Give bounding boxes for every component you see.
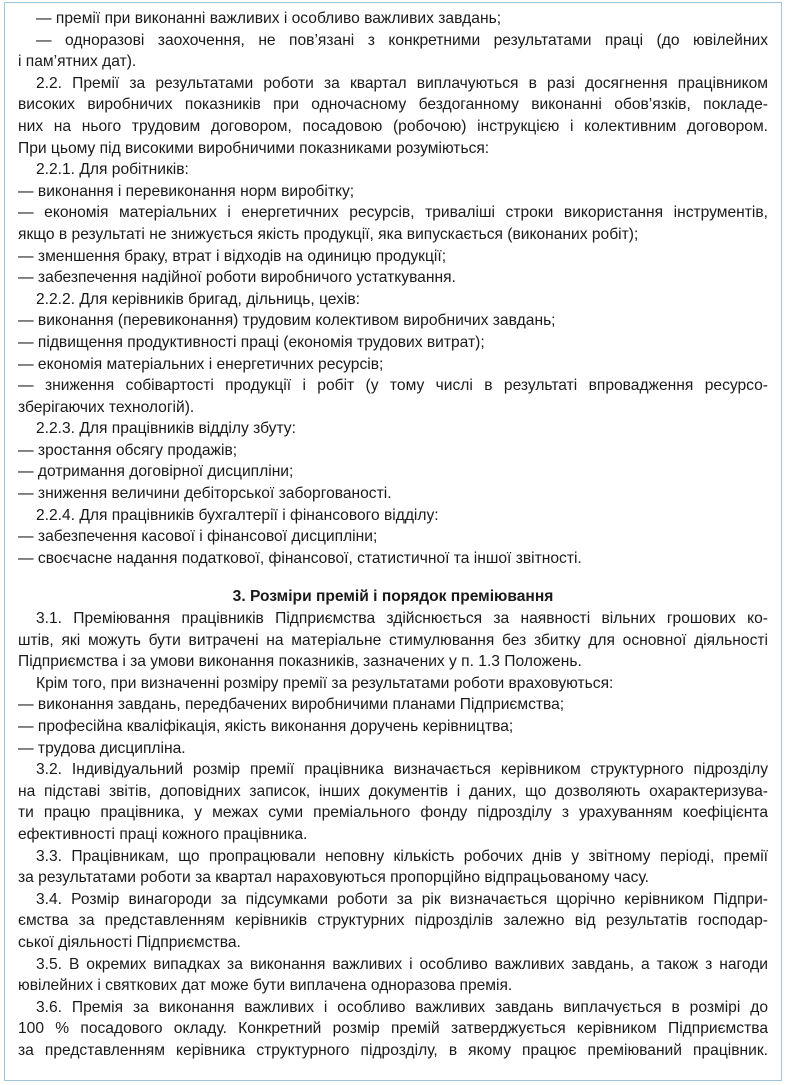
text-line: 3.3. Працівникам, що пропрацювали неповну кількість робочих днів у звітному періоді, премії [36, 847, 768, 865]
document-page [4, 2, 782, 1081]
text-line: Підприємства і за умови виконання показників, зазначених у п. 1.3 Положень. [18, 653, 582, 671]
text-line: зберігаючих технологій). [18, 398, 195, 416]
text-line: — економія матеріальних і енергетичних ресурсів, триваліші строки використання інструментів, [18, 204, 768, 222]
text-line: — професійна кваліфікація, якість виконання доручень керівництва; [18, 718, 514, 735]
text-line: — зменшення браку, втрат і відходів на одиницю продукції; [18, 247, 447, 265]
text-line: 3.4. Розмір винагороди за підсумками роботи за рік визначається щорічно керівником Підпри- [36, 890, 768, 908]
section-gap [18, 569, 768, 586]
text-line: — премії при виконанні важливих і особливо важливих завдань; [36, 10, 502, 27]
text-line: ської діяльності Підприємства. [18, 933, 241, 951]
text-line: за представленням керівника структурного підрозділу, в якому працює преміюваний працівник. [18, 1041, 768, 1059]
text-line: 2.2.3. Для працівників відділу збуту: [36, 420, 296, 438]
text-line: — дотримання договірної дисципліни; [18, 463, 294, 481]
text-line: них на нього трудовим договором, посадовою (робочою) інструкцією і колективним договором. [18, 117, 768, 135]
text-line: — підвищення продуктивності праці (економія трудових витрат); [18, 333, 485, 351]
text-line: ти працю працівника, у межах суми преміального фонду підрозділу з урахуванням коефіцієнта [18, 804, 768, 822]
text-line: При цьому під високими виробничими показниками розуміються: [18, 139, 490, 157]
text-line: за результатами роботи за квартал нараховуються пропорційно відпрацьованому часу. [18, 869, 650, 887]
text-line: ємства за представленням керівників структурних підрозділів залежно від результатів господар- [18, 912, 768, 930]
text-line: 2.2.4. Для працівників бухгалтерії і фінансового відділу: [36, 506, 439, 524]
text-line: 3.6. Премія за виконання важливих і особливо важливих завдань виплачується в розмірі до [36, 998, 768, 1016]
text-line: — забезпечення надійної роботи виробничого устаткування. [18, 269, 456, 287]
text-line: на підставі звітів, доповідних записок, інших документів і даних, що дозволяють охарактеризува- [18, 782, 768, 800]
text-line: ювілейних і святкових дат може бути виплачена одноразова премія. [18, 977, 513, 995]
text-line: штів, які можуть бути витрачені на матеріальне стимулювання без збитку для основної діяльності [18, 631, 768, 649]
text-line: 3.5. В окремих випадках за виконання важливих і особливо важливих завдань, а також з нагоди [36, 955, 768, 973]
text-line: якщо в результаті не знижується якість продукції, яка випускається (виконаних робіт); [18, 225, 639, 243]
section-heading: 3. Розміри премій і порядок преміювання [232, 588, 554, 606]
text-line: — трудова дисципліна. [18, 739, 186, 757]
text-line: Крім того, при визначенні розміру премії за результатами роботи враховуються: [36, 674, 614, 692]
text-line: і пам’ятних дат). [18, 53, 137, 71]
text-line: — виконання і перевиконання норм виробітку; [18, 182, 355, 200]
text-line: 3.2. Індивідуальний розмір премії працівника визначається керівником структурного підрозділу [36, 761, 768, 779]
text-line: 2.2. Премії за результатами роботи за квартал виплачуються в разі досягнення працівником [36, 74, 768, 92]
text-line: 2.2.1. Для робітників: [36, 161, 189, 179]
text-line: — зростання обсягу продажів; [18, 441, 238, 459]
text-line: 2.2.2. Для керівників бригад, дільниць, цехів: [36, 290, 360, 308]
text-line: 100 % посадового окладу. Конкретний розмір премій затверджується керівником Підприємства [18, 1020, 768, 1038]
text-line: — виконання завдань, передбачених виробничими планами Підприємства; [18, 696, 565, 714]
text-line: — зниження собівартості продукції і робіт (у тому числі в результаті впровадження ресурсо- [18, 377, 768, 395]
text-line: 3.1. Преміювання працівників Підприємства здійснюється за наявності вільних грошових ко- [36, 610, 768, 628]
text-line: — зниження величини дебіторської заборгованості. [18, 485, 392, 503]
text-line: високих виробничих показників при одночасному бездоганному виконанні обов’язків, покладе- [18, 96, 768, 114]
text-line: ефективності праці кожного працівника. [18, 825, 308, 843]
text-line: — економія матеріальних і енергетичних ресурсів; [18, 355, 384, 373]
text-line: — своєчасне надання податкової, фінансової, статистичної та іншої звітності. [18, 549, 582, 567]
text-line: — виконання (перевиконання) трудовим колективом виробничих завдань; [18, 312, 556, 330]
text-line: — забезпечення касової і фінансової дисципліни; [18, 528, 378, 546]
text-line: — одноразові заохочення, не пов’язані з конкретними результатами праці (до ювілейних [36, 31, 768, 49]
